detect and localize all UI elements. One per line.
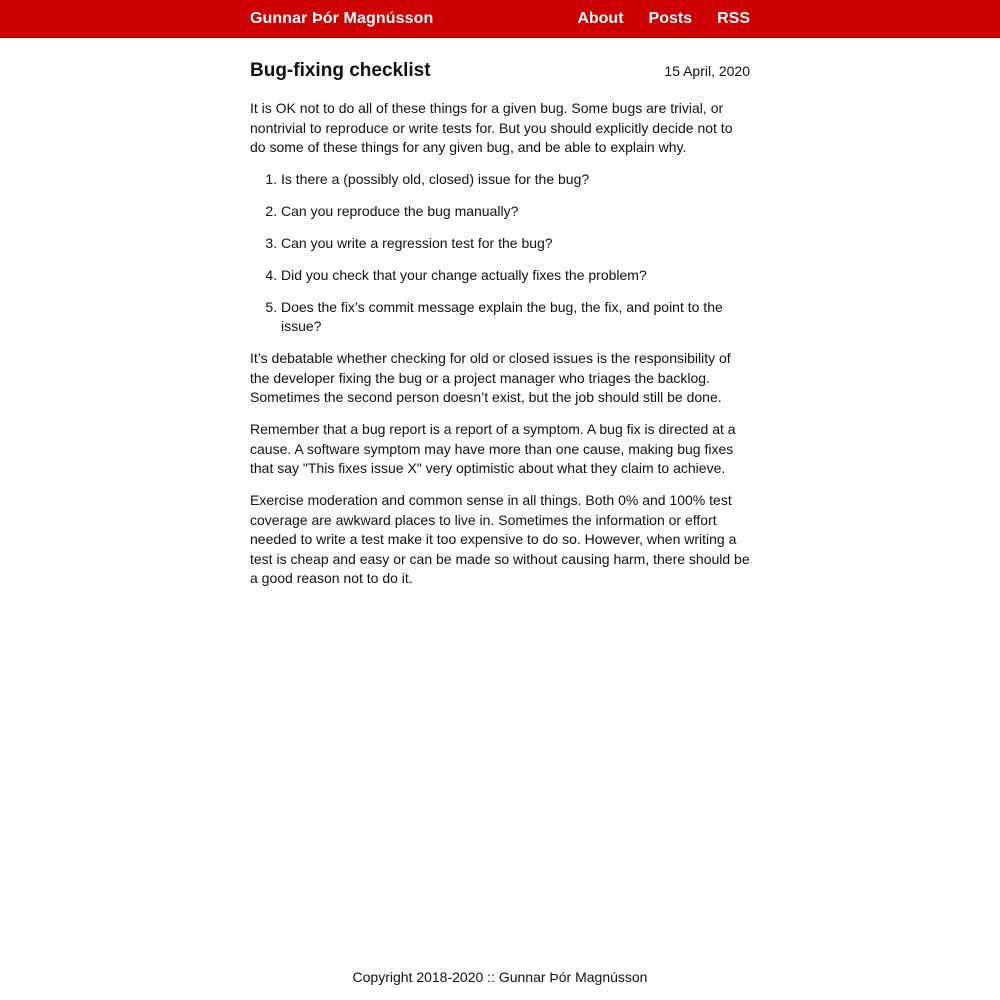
body-paragraph: Remember that a bug report is a report of a symptom. A bug fix is directed at a cause. A software symptom may have more than one cause, making bug fixes that say "This fixes issue X" very optimistic about what they claim to achieve. [250,421,736,476]
post-content [250,58,750,589]
nav-posts-link[interactable]: Posts [648,9,693,27]
checklist-item: 2. Can you reproduce the bug manually? [281,202,750,222]
copyright-text: Copyright 2018-2020 :: Gunnar Þór Magnússon [352,969,648,985]
post-date: 15 April, 2020 [664,63,750,79]
main-nav [577,10,750,28]
checklist-item: 3. Can you write a regression test for the bug? [281,234,750,254]
header-inner [250,0,750,37]
checklist-item: 4. Did you check that your change actually fixes the problem? [281,266,750,286]
post-header [250,58,750,84]
nav-about-link[interactable]: About [577,9,624,27]
nav-rss-link[interactable]: RSS [717,9,750,27]
checklist-item: 1. Is there a (possibly old, closed) issue for the bug? [281,170,750,190]
intro-paragraph: It is OK not to do all of these things for a given bug. Some bugs are trivial, or nontrivial to reproduce or write tests for. But you should explicitly decide not to do some of these things for any given bug, and be able to explain why. [250,100,733,155]
site-title-link[interactable]: Gunnar Þór Magnússon [250,9,434,27]
checklist-item: 5. Does the fix’s commit message explain the bug, the fix, and point to the issue? [281,298,750,337]
body-paragraph: It’s debatable whether checking for old or closed issues is the responsibility of the developer fixing the bug or a project manager who triages the backlog. Sometimes the second person doesn’t exist, but the job should still be done. [250,350,731,405]
checklist [250,170,750,337]
post-title: Bug-fixing checklist [250,60,431,81]
body-paragraph: Exercise moderation and common sense in all things. Both 0% and 100% test coverage are awkward places to live in. Sometimes the information or effort needed to write a test make it too expensive to do so. However, when writing a test is cheap and easy or can be made so without causing harm, there should be a good reason not to do it. [250,492,750,586]
site-header [0,0,1000,38]
site-footer [0,968,1000,987]
